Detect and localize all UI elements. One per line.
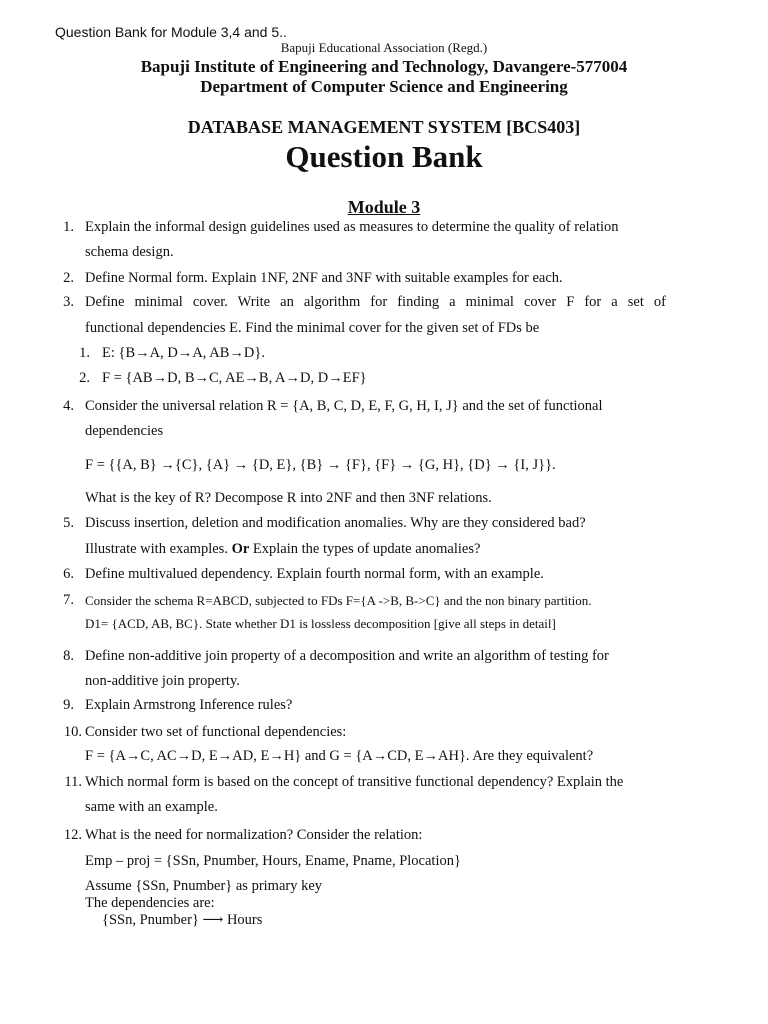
question-number: 9. <box>63 697 74 713</box>
question-number: 4. <box>63 398 74 414</box>
question-text: What is the need for normalization? Consider the relation: <box>85 827 423 843</box>
question-number: 8. <box>63 648 74 664</box>
question-text <box>85 541 480 558</box>
question-number: 7. <box>63 592 74 608</box>
question-text: dependencies <box>85 423 164 439</box>
question-number: 3. <box>63 294 74 310</box>
question-text: Consider the universal relation R = {A, B, C, D, E, F, G, H, I, J} and the set of functional <box>85 398 603 414</box>
question-text: Explain Armstrong Inference rules? <box>85 697 293 713</box>
course-title: DATABASE MANAGEMENT SYSTEM [BCS403] <box>187 117 581 137</box>
question-number: 10. <box>63 724 82 740</box>
question-formula: F = {{A, B} →{C}, {A} → {D, E}, {B} → {F}, {F} → {G, H}, {D} → {I, J}}. <box>85 457 556 473</box>
page-note: Question Bank for Module 3,4 and 5.. <box>55 24 287 40</box>
question-number: 1. <box>63 219 74 235</box>
sub-item-text: E: {B→A, D→A, AB→D}. <box>102 345 265 361</box>
question-text: Consider two set of functional dependencies: <box>85 724 347 740</box>
or-emphasis: Or <box>231 541 250 557</box>
sub-item-text: F = {AB→D, B→C, AE→B, A→D, D→EF} <box>102 370 367 386</box>
question-text: Define non-additive join property of a decomposition and write an algorithm of testing for <box>85 648 609 664</box>
question-text: Consider the schema R=ABCD, subjected to FDs F={A ->B, B->C} and the non binary partition. <box>85 593 592 608</box>
question-formula: F = {A→C, AC→D, E→AD, E→H} and G = {A→CD, E→AH}. Are they equivalent? <box>85 748 594 764</box>
question-text: What is the key of R? Decompose R into 2NF and then 3NF relations. <box>85 490 492 506</box>
question-text: Which normal form is based on the concept of transitive functional dependency? Explain the <box>85 774 624 790</box>
question-text: Explain the informal design guidelines used as measures to determine the quality of relation <box>85 219 619 235</box>
department-name: Department of Computer Science and Engineering <box>200 77 568 96</box>
institute-name: Bapuji Institute of Engineering and Technology, Davangere-577004 <box>140 57 628 76</box>
relation-definition: Emp – proj = {SSn, Pnumber, Hours, Ename, Pname, Plocation} <box>85 853 461 869</box>
question-text-part: Explain the types of update anomalies? <box>249 541 481 557</box>
question-text: functional dependencies E. Find the minimal cover for the given set of FDs be <box>85 320 540 336</box>
question-text: Define minimal cover. Write an algorithm for finding a minimal cover F for a set of <box>85 294 666 310</box>
question-number: 6. <box>63 566 74 582</box>
question-text-part: Illustrate with examples. <box>85 541 232 557</box>
dependency-item: {SSn, Pnumber} ⟶ Hours <box>102 912 263 928</box>
question-text: Assume {SSn, Pnumber} as primary key <box>85 878 323 894</box>
page-title: Question Bank <box>285 139 483 174</box>
question-number: 12. <box>63 827 82 843</box>
association-name: Bapuji Educational Association (Regd.) <box>280 40 488 55</box>
question-number: 11. <box>64 774 82 790</box>
question-text: Discuss insertion, deletion and modification anomalies. Why are they considered bad? <box>85 515 586 531</box>
question-text: The dependencies are: <box>85 895 215 911</box>
question-number: 5. <box>63 515 74 531</box>
question-number: 2. <box>63 270 74 286</box>
question-text: Define multivalued dependency. Explain fourth normal form, with an example. <box>85 566 544 582</box>
question-text: schema design. <box>85 244 174 260</box>
sub-item-number: 2. <box>79 370 90 386</box>
module-heading: Module 3 <box>347 197 421 217</box>
question-text: same with an example. <box>85 799 218 815</box>
question-text: Define Normal form. Explain 1NF, 2NF and 3NF with suitable examples for each. <box>85 270 563 286</box>
question-text: non-additive join property. <box>85 673 240 689</box>
sub-item-number: 1. <box>79 345 90 361</box>
question-text: D1= {ACD, AB, BC}. State whether D1 is lossless decomposition [give all steps in detail] <box>85 616 556 631</box>
